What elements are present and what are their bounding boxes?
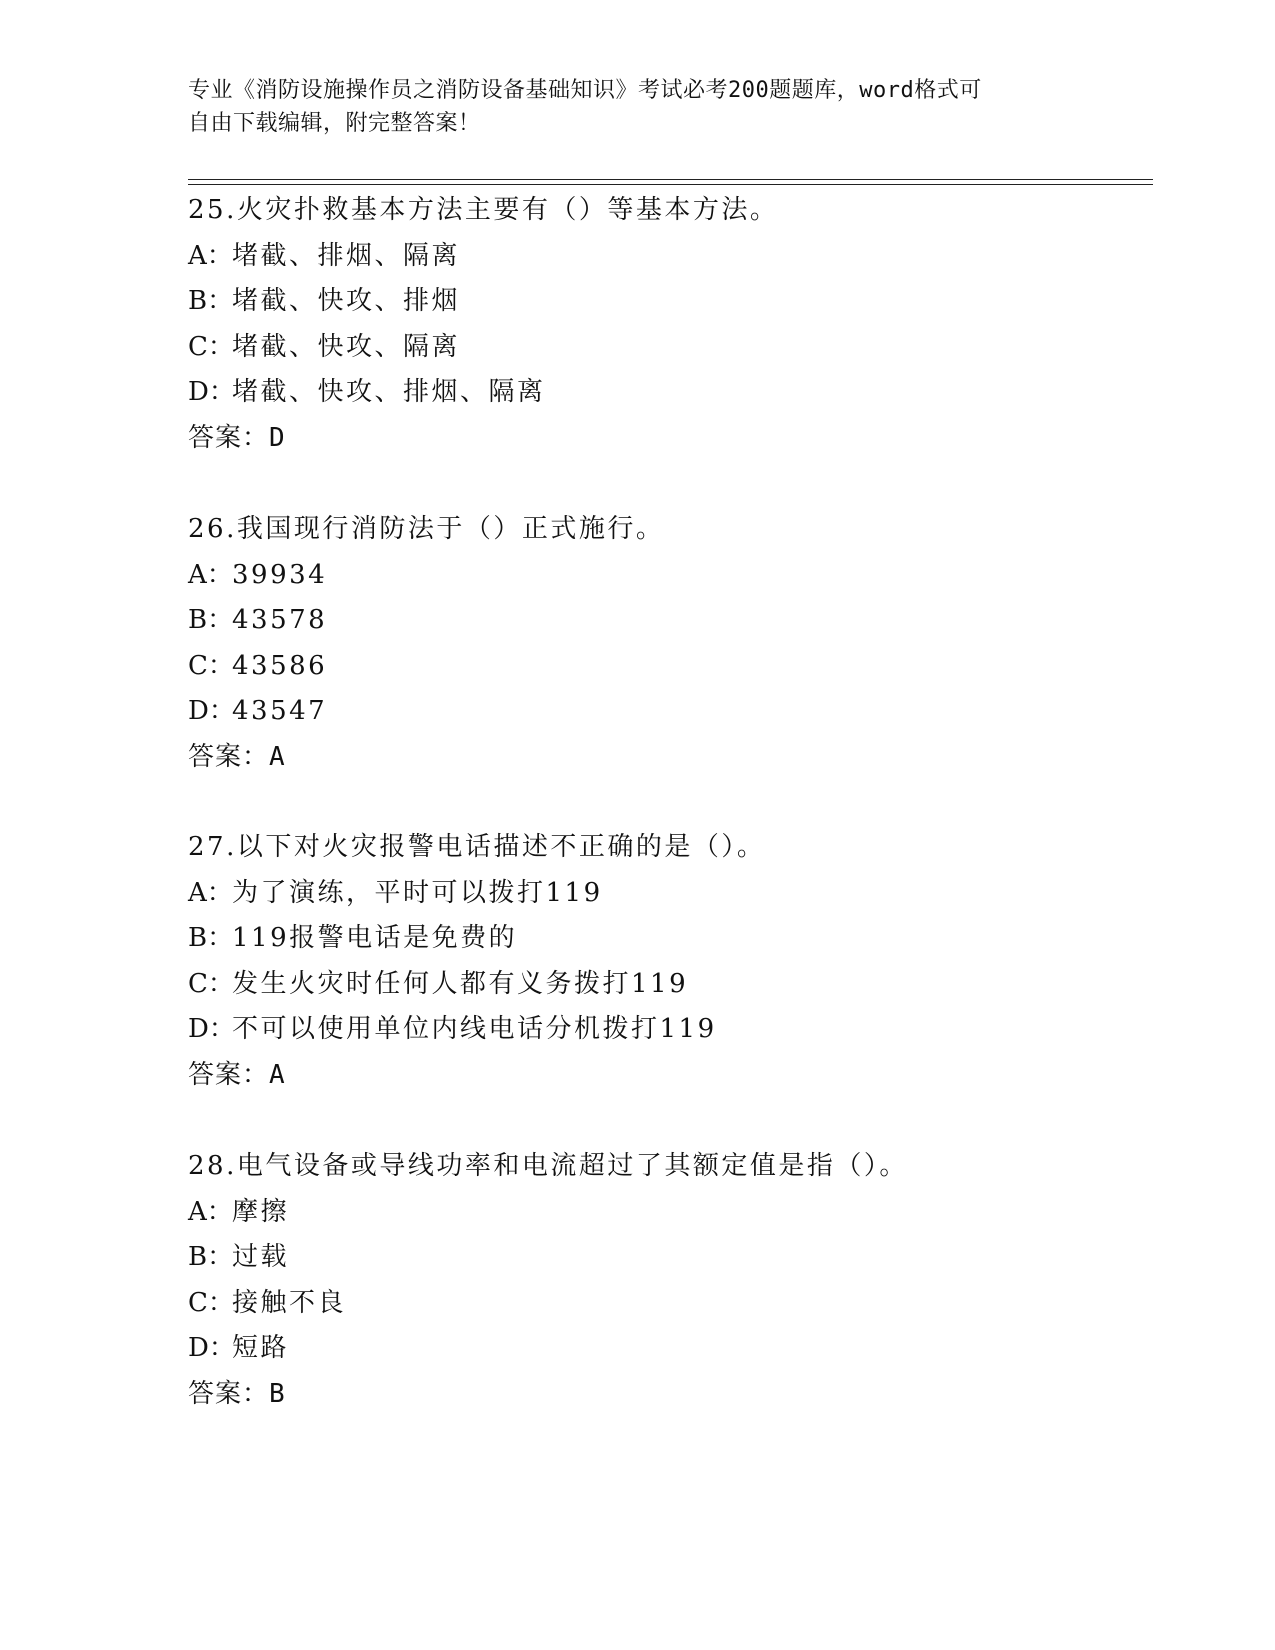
- option-c: [188, 962, 1148, 1008]
- option-text: 摩擦: [232, 1196, 290, 1227]
- option-text: 堵截、快攻、排烟、隔离: [232, 377, 546, 407]
- option-d: [188, 1326, 1148, 1372]
- option-a: [188, 871, 1148, 917]
- option-text: 堵截、快攻、隔离: [232, 331, 461, 362]
- question-28: [188, 1144, 1148, 1417]
- option-letter: A：: [188, 877, 233, 908]
- option-a: [188, 553, 1148, 599]
- option-letter: C：: [188, 650, 234, 681]
- option-d: [188, 370, 1148, 416]
- question-stem: 25.火灾扑救基本方法主要有（）等基本方法。: [188, 195, 779, 225]
- question-25: [188, 188, 1148, 461]
- option-a: [188, 234, 1148, 280]
- option-text: 短路: [232, 1333, 290, 1363]
- option-d: [188, 1007, 1148, 1053]
- option-b: [188, 279, 1148, 325]
- question-27: [188, 825, 1148, 1098]
- option-text: 119报警电话是免费的: [232, 923, 518, 953]
- option-text: 发生火灾时任何人都有义务拨打119: [232, 968, 689, 999]
- option-letter: C：: [188, 1287, 234, 1318]
- option-letter: C：: [188, 331, 234, 362]
- option-c: [188, 1281, 1148, 1327]
- option-b: [188, 598, 1148, 644]
- option-letter: D：: [188, 1333, 235, 1363]
- question-stem: 27.以下对火灾报警电话描述不正确的是（）。: [188, 832, 766, 862]
- header-divider-top: [188, 179, 1153, 180]
- option-text: 39934: [232, 559, 328, 590]
- option-letter: C：: [188, 968, 234, 999]
- option-text: 堵截、快攻、排烟: [232, 286, 461, 316]
- option-text: 为了演练，平时可以拨打119: [232, 877, 603, 908]
- option-text: 43586: [232, 650, 328, 681]
- option-letter: A：: [188, 1196, 233, 1227]
- option-letter: D：: [188, 377, 235, 407]
- option-c: [188, 325, 1148, 371]
- header-line-1: 专业《消防设施操作员之消防设备基础知识》考试必考200题题库，word格式可: [188, 78, 982, 103]
- option-b: [188, 1235, 1148, 1281]
- option-letter: A：: [188, 559, 233, 590]
- option-text: 过载: [232, 1242, 290, 1272]
- option-text: 堵截、排烟、隔离: [232, 240, 461, 271]
- option-d: [188, 689, 1148, 735]
- question-stem: 28.电气设备或导线功率和电流超过了其额定值是指（）。: [188, 1151, 908, 1181]
- answer-line: 答案：D: [188, 422, 286, 453]
- option-c: [188, 644, 1148, 690]
- header-divider-bottom: [188, 184, 1153, 185]
- option-b: [188, 916, 1148, 962]
- option-text: 43547: [232, 696, 328, 726]
- option-letter: D：: [188, 696, 235, 726]
- option-letter: B：: [188, 923, 234, 953]
- option-letter: B：: [188, 605, 234, 635]
- answer-line: 答案：A: [188, 1059, 286, 1090]
- option-a: [188, 1190, 1148, 1236]
- option-letter: B：: [188, 286, 234, 316]
- document-header: [188, 74, 1088, 140]
- option-text: 43578: [232, 605, 328, 635]
- answer-line: 答案：B: [188, 1378, 286, 1409]
- option-letter: A：: [188, 240, 233, 271]
- header-line-2: 自由下载编辑，附完整答案！: [188, 111, 481, 136]
- question-26: [188, 507, 1148, 780]
- option-letter: D：: [188, 1014, 235, 1044]
- answer-line: 答案：A: [188, 741, 286, 772]
- question-stem: 26.我国现行消防法于（）正式施行。: [188, 514, 665, 544]
- option-letter: B：: [188, 1242, 234, 1272]
- option-text: 不可以使用单位内线电话分机拨打119: [232, 1014, 717, 1044]
- option-text: 接触不良: [232, 1287, 347, 1318]
